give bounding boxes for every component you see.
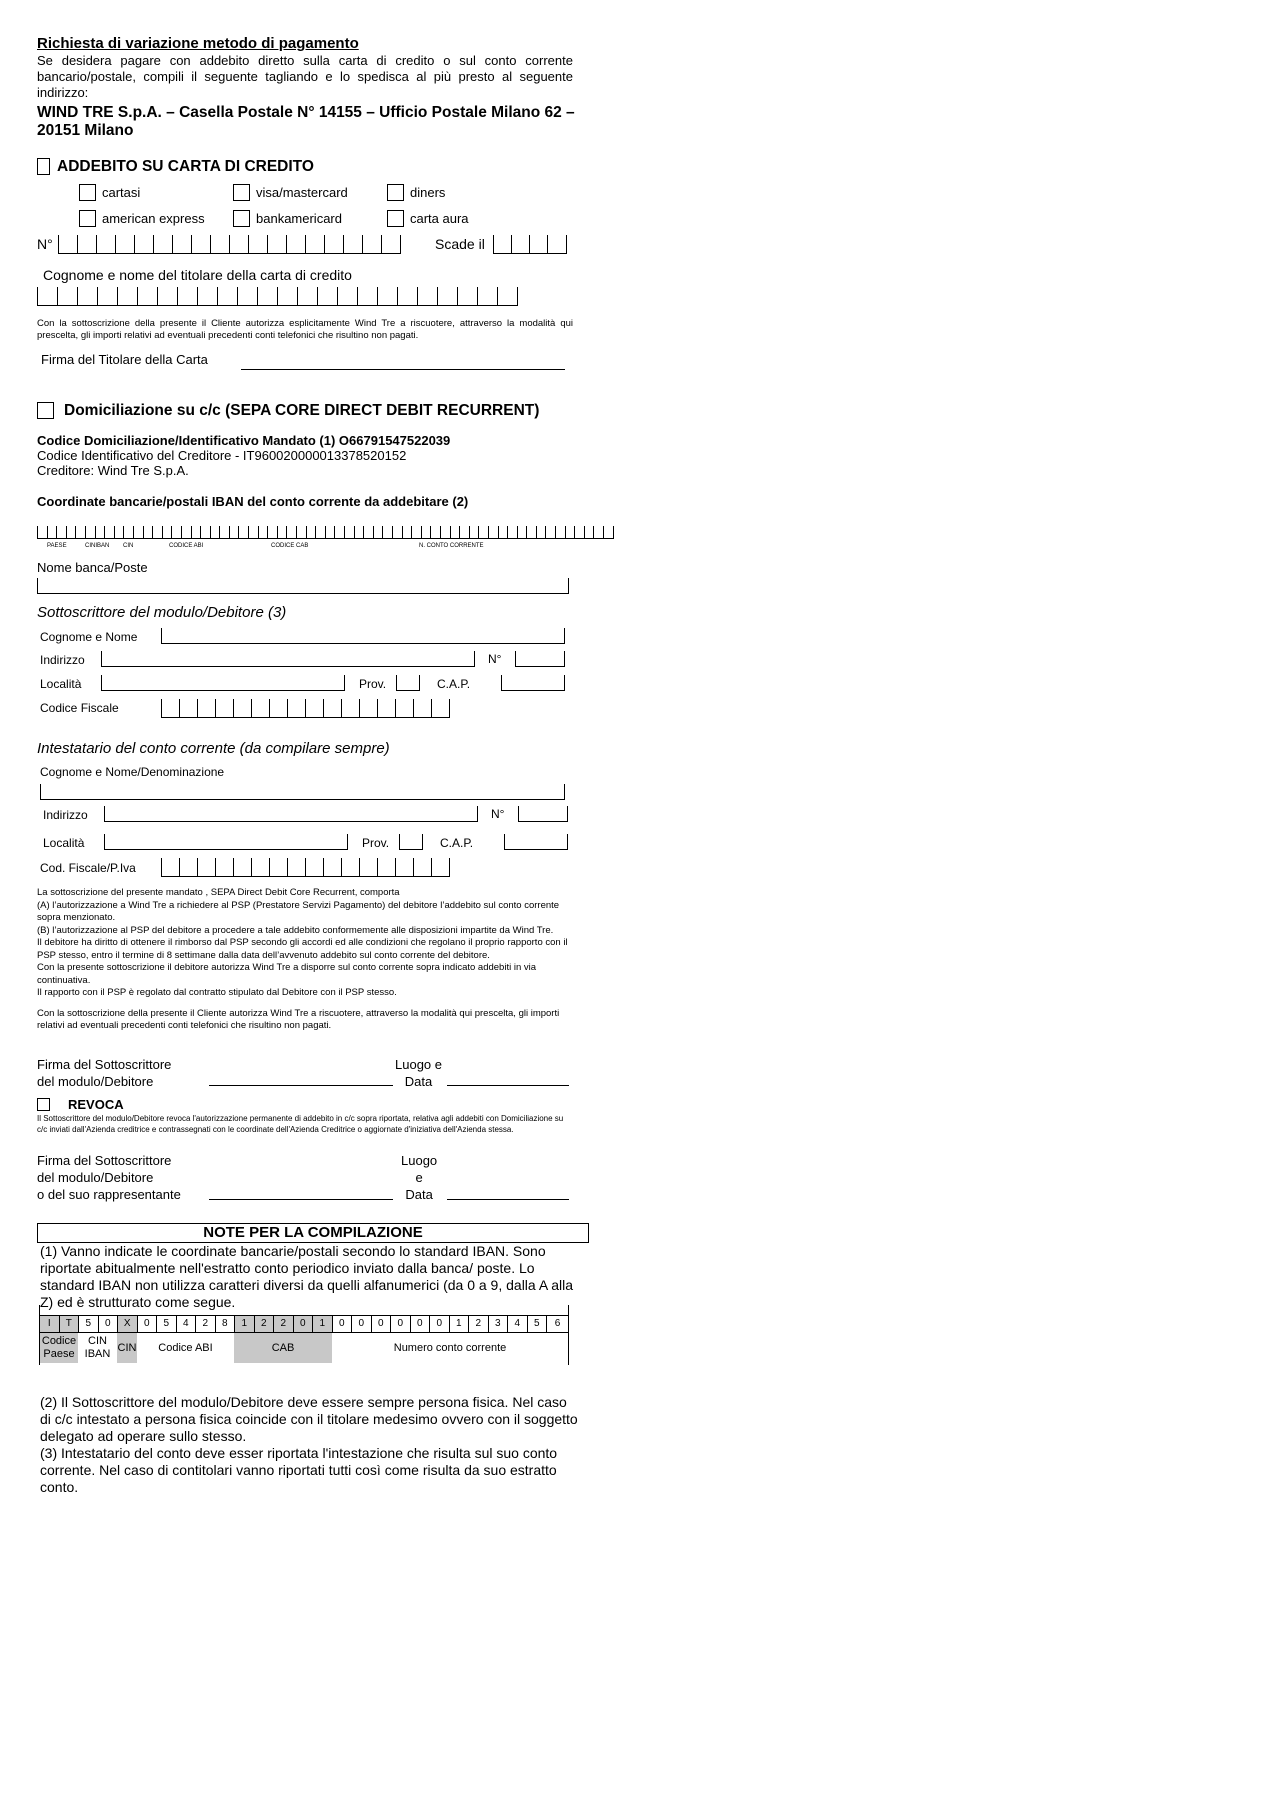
debtor-address-label: Indirizzo <box>40 653 85 667</box>
holder-prov-field[interactable] <box>399 834 423 850</box>
iban-char: 4 <box>508 1316 528 1332</box>
holder-address-label: Indirizzo <box>43 808 88 822</box>
debtor-name-label: Cognome e Nome <box>40 630 138 644</box>
holder-number-field[interactable] <box>518 806 568 822</box>
card-option-bankamericard-checkbox[interactable] <box>233 210 250 227</box>
iban-part-cab: CODICE CAB <box>271 543 309 549</box>
revoca-signature-line[interactable] <box>209 1198 393 1200</box>
holder-number-label: N° <box>491 807 505 821</box>
mandate-code: Codice Domiciliazione/Identificativo Mandato (1) O66791547522039 <box>37 433 451 448</box>
card-option-visa-checkbox[interactable] <box>233 184 250 201</box>
credit-card-heading: ADDEBITO SU CARTA DI CREDITO <box>57 158 314 175</box>
debtor-cap-label: C.A.P. <box>437 677 471 691</box>
iban-part-conto: N. CONTO CORRENTE <box>419 543 484 549</box>
holder-name-label: Cognome e Nome/Denominazione <box>40 765 225 779</box>
iban-label-ciniban: CIN IBAN <box>84 1335 111 1360</box>
iban-part-ciniban: CINIBAN <box>85 543 110 549</box>
iban-char: 0 <box>294 1316 314 1332</box>
note-1: (1) Vanno indicate le coordinate bancarie/postali secondo lo standard IBAN. Sono riportate abitualmente nell'estratto conto periodico inviato dalla banca/ poste. Lo standard IBAN non utilizza caratteri diversi da quelli alfanumerici (da 0 a 9, dalla A alla Z) ed è strutturato come segue. <box>40 1243 574 1310</box>
card-option-aura: carta aura <box>410 211 469 226</box>
mandate-text <box>37 887 573 1033</box>
revoca-heading: REVOCA <box>68 1097 124 1112</box>
debtor-place-date-label: Luogo e Data <box>395 1057 442 1089</box>
bank-name-label: Nome banca/Poste <box>37 560 148 575</box>
mandate-text-line: Il debitore ha diritto di ottenere il rimborso dal PSP secondo gli accordi ed alle condizioni che regolano il proprio rapporto con il PSP stesso, entro il termine di 8 settimane dalla data dell’avvenuto addebito sul conto corrente del debitore. <box>37 937 568 961</box>
debtor-number-field[interactable] <box>515 651 565 667</box>
debtor-city-field[interactable] <box>101 675 345 691</box>
iban-char: 5 <box>157 1316 177 1332</box>
holder-name-field[interactable] <box>40 784 565 800</box>
card-option-diners: diners <box>410 185 446 200</box>
mandate-text-line: Con la presente sottoscrizione il debitore autorizza Wind Tre a disporre sul conto corrente sopra indicato addebiti in via continuativa. <box>37 962 537 986</box>
debtor-signature-label: Firma del Sottoscrittore del modulo/Debitore <box>37 1057 172 1089</box>
iban-char: I <box>40 1316 60 1332</box>
iban-label-conto: Numero conto corrente <box>393 1342 507 1354</box>
card-holder-label: Cognome e nome del titolare della carta di credito <box>43 267 352 283</box>
debtor-prov-field[interactable] <box>396 675 420 691</box>
iban-char: 5 <box>79 1316 99 1332</box>
iban-char: 6 <box>554 1318 561 1329</box>
card-option-cartasi: cartasi <box>102 185 141 200</box>
card-expiry-cells[interactable] <box>493 235 567 254</box>
iban-char: T <box>60 1316 80 1332</box>
bank-name-field[interactable] <box>37 578 569 594</box>
iban-char: 4 <box>177 1316 197 1332</box>
iban-char: 1 <box>313 1316 333 1332</box>
revoca-signature-label: Firma del Sottoscrittore del modulo/Debitore o del suo rappresentante <box>37 1153 181 1202</box>
iban-part-abi: CODICE ABI <box>169 543 204 549</box>
card-number-label: N° <box>37 236 53 252</box>
holder-heading: Intestatario del conto corrente (da compilare sempre) <box>37 740 390 757</box>
iban-char: 0 <box>352 1316 372 1332</box>
revoca-checkbox[interactable] <box>37 1098 50 1111</box>
sepa-heading: Domiciliazione su c/c (SEPA CORE DIRECT DEBIT RECURRENT) <box>64 402 540 419</box>
iban-char: X <box>118 1316 138 1332</box>
holder-tax-label: Cod. Fiscale/P.Iva <box>40 861 136 875</box>
card-option-visa: visa/mastercard <box>256 185 348 200</box>
iban-char: 0 <box>391 1316 411 1332</box>
debtor-address-field[interactable] <box>101 651 475 667</box>
holder-city-label: Località <box>43 836 85 850</box>
debtor-name-field[interactable] <box>161 628 565 644</box>
creditor-id: Codice Identificativo del Creditore - IT960020000013378520152 <box>37 448 407 463</box>
debtor-signature-line[interactable] <box>209 1084 393 1086</box>
iban-char: 0 <box>411 1316 431 1332</box>
iban-char: 0 <box>99 1316 119 1332</box>
mandate-text-line: Con la sottoscrizione della presente il Cliente autorizza Wind Tre a riscuotere, attraverso la modalità qui prescelta, gli importi relativi ad eventuali precedenti conti telefonici che risultino non pagati. <box>37 1007 560 1031</box>
intro-text: Se desidera pagare con addebito diretto sulla carta di credito o sul conto corrente bancario/postale, compili il seguente tagliando e lo spedisca al più presto al seguente indirizzo: <box>37 53 573 100</box>
debtor-city-label: Località <box>40 677 82 691</box>
iban-label-paese: Codice Paese <box>41 1335 77 1360</box>
holder-city-field[interactable] <box>104 834 348 850</box>
iban-cells[interactable] <box>37 520 614 539</box>
mailing-address: WIND TRE S.p.A. – Casella Postale N° 14155 – Ufficio Postale Milano 62 – 20151 Milano <box>37 104 575 139</box>
iban-label-cab: CAB <box>271 1342 295 1354</box>
iban-char: 1 <box>235 1316 255 1332</box>
creditor-name: Creditore: Wind Tre S.p.A. <box>37 463 189 478</box>
card-option-amex: american express <box>102 211 205 226</box>
card-option-bankamericard: bankamericard <box>256 211 342 226</box>
holder-tax-cells[interactable] <box>161 858 450 877</box>
iban-char: 0 <box>138 1316 158 1332</box>
card-option-aura-checkbox[interactable] <box>387 210 404 227</box>
iban-example-row <box>40 1316 568 1332</box>
iban-char: 5 <box>528 1316 548 1332</box>
notes-heading: NOTE PER LA COMPILAZIONE <box>203 1224 423 1241</box>
iban-example-table <box>39 1305 569 1365</box>
debtor-cap-field[interactable] <box>501 675 565 691</box>
iban-char: 2 <box>274 1316 294 1332</box>
iban-label: Coordinate bancarie/postali IBAN del conto corrente da addebitare (2) <box>37 494 469 509</box>
holder-cap-field[interactable] <box>504 834 568 850</box>
iban-part-paese: PAESE <box>47 543 67 549</box>
note-2: (2) Il Sottoscrittore del modulo/Debitore deve essere sempre persona fisica. Nel caso di c/c intestato a persona fisica coincide con il titolare medesimo ovvero con il soggetto delegato ad operare sullo stesso. <box>40 1394 578 1444</box>
revoca-place-date-label: Luogo e Data <box>401 1153 438 1202</box>
iban-char: 0 <box>372 1316 392 1332</box>
debtor-tax-label: Codice Fiscale <box>40 701 119 715</box>
sepa-checkbox[interactable] <box>37 402 54 419</box>
card-expiry-label: Scade il <box>435 236 485 252</box>
card-option-cartasi-checkbox[interactable] <box>79 184 96 201</box>
mandate-text-line: La sottoscrizione del presente mandato , SEPA Direct Debit Core Recurrent, comporta <box>37 887 400 898</box>
card-signature-label: Firma del Titolare della Carta <box>41 352 208 367</box>
card-authorization-text: Con la sottoscrizione della presente il Cliente autorizza esplicitamente Wind Tre a riscuotere, attraverso la modalità qui prescelta, gli importi relativi ad eventuali precedenti conti telefonici che risultino non pagati. <box>37 318 573 341</box>
iban-char: 8 <box>216 1316 236 1332</box>
holder-prov-label: Prov. <box>362 836 390 850</box>
iban-label-cin: CIN <box>117 1342 137 1354</box>
revoca-place-date-line[interactable] <box>447 1198 569 1200</box>
holder-cap-label: C.A.P. <box>440 836 474 850</box>
iban-char: 2 <box>469 1316 489 1332</box>
debtor-place-date-line[interactable] <box>447 1084 569 1086</box>
card-signature-line[interactable] <box>241 368 565 370</box>
iban-char: 1 <box>450 1316 470 1332</box>
debtor-number-label: N° <box>488 652 502 666</box>
iban-char: 2 <box>196 1316 216 1332</box>
mandate-text-line: (B) l’autorizzazione al PSP del debitore a procedere a tale addebito conformemente alle disposizioni impartite da Wind Tre. <box>37 924 554 936</box>
iban-char: 3 <box>489 1316 509 1332</box>
revoca-text: Il Sottoscrittore del modulo/Debitore revoca l'autorizzazione permanente di addebito in c/c sopra riportata, relativa agli addebiti con Domiciliazione su c/c inviati dall'Azienda creditrice e contrassegnati con le coordinate dell'Azienda Creditrice o aggiornate d'iniziativa dell'Azienda stessa. <box>37 1114 564 1134</box>
iban-label-abi: Codice ABI <box>158 1342 213 1354</box>
note-3: (3) Intestatario del conto deve esser riportata l'intestazione che risulta sul suo conto corrente. Nel caso di contitolari vanno riportati tutti così come risulta da suo estratto conto. <box>40 1445 558 1495</box>
debtor-prov-label: Prov. <box>359 677 387 691</box>
mandate-text-line: Il rapporto con il PSP è regolato dal contratto stipulato dal Debitore con il PSP stesso. <box>37 987 397 998</box>
card-holder-cells[interactable] <box>37 287 518 306</box>
iban-part-cin: CIN <box>123 543 134 549</box>
iban-char: 0 <box>333 1316 353 1332</box>
card-option-amex-checkbox[interactable] <box>79 210 96 227</box>
iban-char: 0 <box>430 1316 450 1332</box>
iban-char: 2 <box>255 1316 275 1332</box>
holder-address-field[interactable] <box>104 806 478 822</box>
card-number-cells[interactable] <box>58 235 401 254</box>
credit-card-checkbox[interactable] <box>37 158 50 175</box>
debtor-heading: Sottoscrittore del modulo/Debitore (3) <box>37 604 287 621</box>
mandate-text-line: (A) l’autorizzazione a Wind Tre a richiedere al PSP (Prestatore Servizi Pagamento) del debitore l’addebito sul conto corrente sopra menzionato. <box>37 899 560 923</box>
card-option-diners-checkbox[interactable] <box>387 184 404 201</box>
notes-heading-box <box>37 1223 589 1243</box>
form-title: Richiesta di variazione metodo di pagamento <box>37 35 359 52</box>
debtor-tax-cells[interactable] <box>161 699 450 718</box>
